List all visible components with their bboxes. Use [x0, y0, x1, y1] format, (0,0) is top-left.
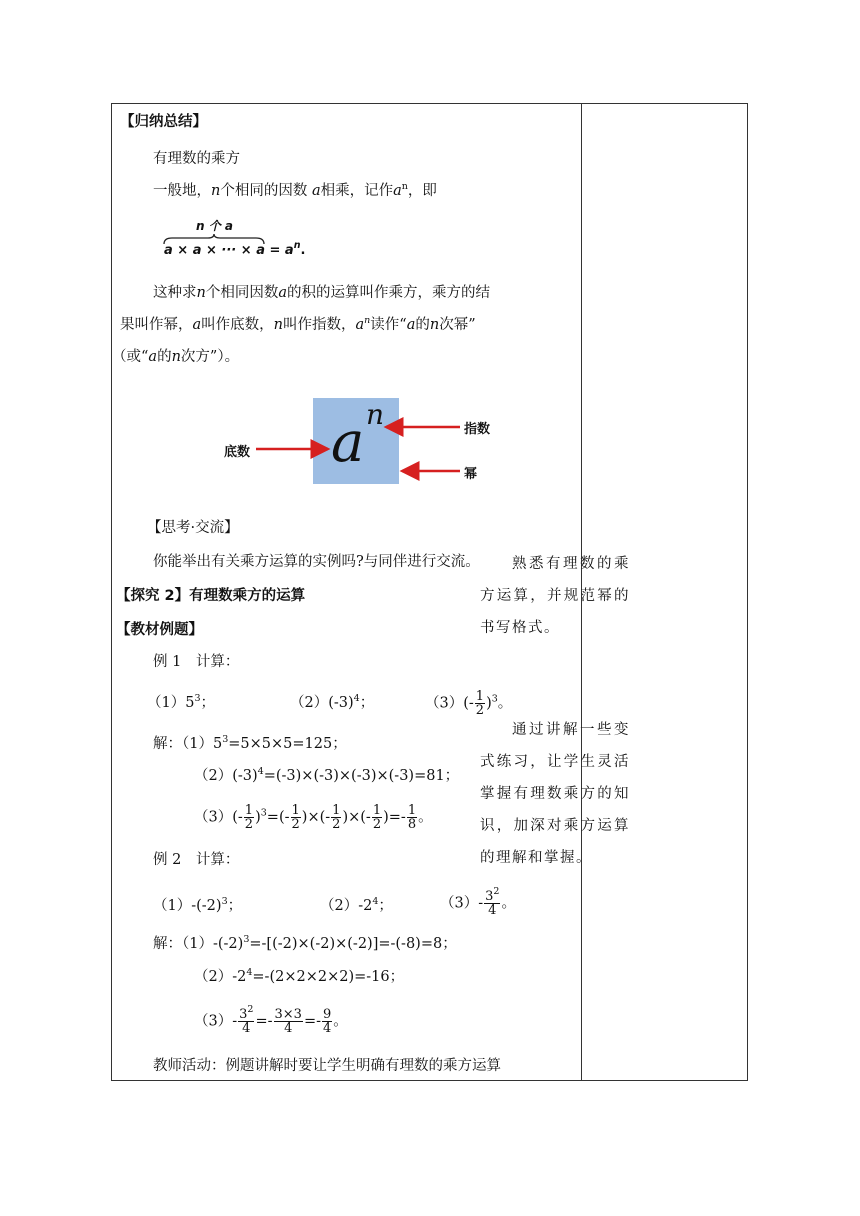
example-2-q1: $(1)-(-2)^3$；	[153, 896, 243, 914]
side-note-2: 通过讲解一些变式练习，让学生灵活掌握有理数乘方的知识，加深对乘方运算的理解和掌握。	[480, 722, 630, 866]
think-title: 【思考·交流】	[147, 520, 239, 536]
example-2-q3: （3）- $\frac{3^2}{4}$ 。	[440, 886, 516, 918]
solution-1-b: $(2)(-3)^4=(-3)\times(-3)\times(-3)\times(-3)=81$；	[194, 766, 460, 784]
example-2-title: 例 2 计算：	[153, 852, 240, 868]
paragraph-line-3: （或“a的n次方”）。	[112, 349, 240, 365]
summary-title: 【归纳总结】	[120, 114, 207, 130]
side-note-1: 熟悉有理数的乘方运算，并规范幂的书写格式。	[480, 556, 630, 636]
teacher-activity: 教师活动：例题讲解时要让学生明确有理数的乘方运算	[153, 1058, 501, 1074]
power-label: 幂	[464, 467, 478, 482]
solution-1-a: 解：$(1)5^3=5\times 5\times 5=125$；	[153, 734, 347, 752]
example-1-q1: $(1)5^3$；	[147, 693, 215, 711]
solution-2-c: （3）- $\frac{3^2}{4}$ =- $\frac{3\times 3}{4}$ =- $\frac{9}{4}$ 。	[194, 1004, 348, 1036]
diagram-exponent: n	[366, 398, 385, 431]
explore-title: 【探究 2】有理数乘方的运算	[116, 588, 306, 604]
example-1-title: 例 1 计算：	[153, 654, 240, 670]
base-label: 底数	[224, 445, 251, 460]
solution-2-a: 解：$(1)-(-2)^3=-[(-2)\times(-2)\times(-2)]=-(-8)=8$；	[153, 934, 457, 952]
paragraph-line-2: 果叫作幂，a叫作底数，n叫作指数，$a^n$读作“a的n次幂”	[120, 315, 476, 333]
example-1-q2: $(2)(-3)^4$；	[290, 693, 375, 711]
formula-expression: a × a × ··· × $a = a^n$.	[164, 240, 306, 258]
power-formula	[162, 215, 322, 265]
example-2-q2: $(2)-2^4$；	[320, 896, 393, 914]
example-1-q3: （3）(- $\frac{1}{2}$ )$^3$。	[425, 689, 513, 718]
power-diagram	[224, 398, 494, 486]
diagram-arrows	[224, 398, 494, 486]
formula-brace-label: n 个 a	[196, 219, 233, 233]
solution-1-c: （3）(- $\frac{1}{2}$ )$^3$=(- $\frac{1}{2}$ )×(- $\frac{1}{2}$ )×(- $\frac{1}{2}$ )=- $\frac{1}{8}$ 。	[194, 803, 433, 832]
think-text: 你能举出有关乘方运算的实例吗?与同伴进行交流。	[153, 554, 480, 570]
textbook-title: 【教材例题】	[116, 622, 203, 638]
topic-heading: 有理数的乘方	[153, 151, 240, 167]
diagram-base: a	[331, 410, 365, 475]
paragraph-line-1: 这种求n个相同因数a的积的运算叫作乘方，乘方的结	[153, 285, 490, 301]
definition-line: 一般地，n个相同的因数 a相乘，记作$a^n$，即	[153, 181, 437, 199]
exponent-label: 指数	[464, 422, 491, 437]
solution-2-b: $(2)-2^4=-(2\times 2\times 2\times 2)=-16$；	[194, 967, 405, 985]
